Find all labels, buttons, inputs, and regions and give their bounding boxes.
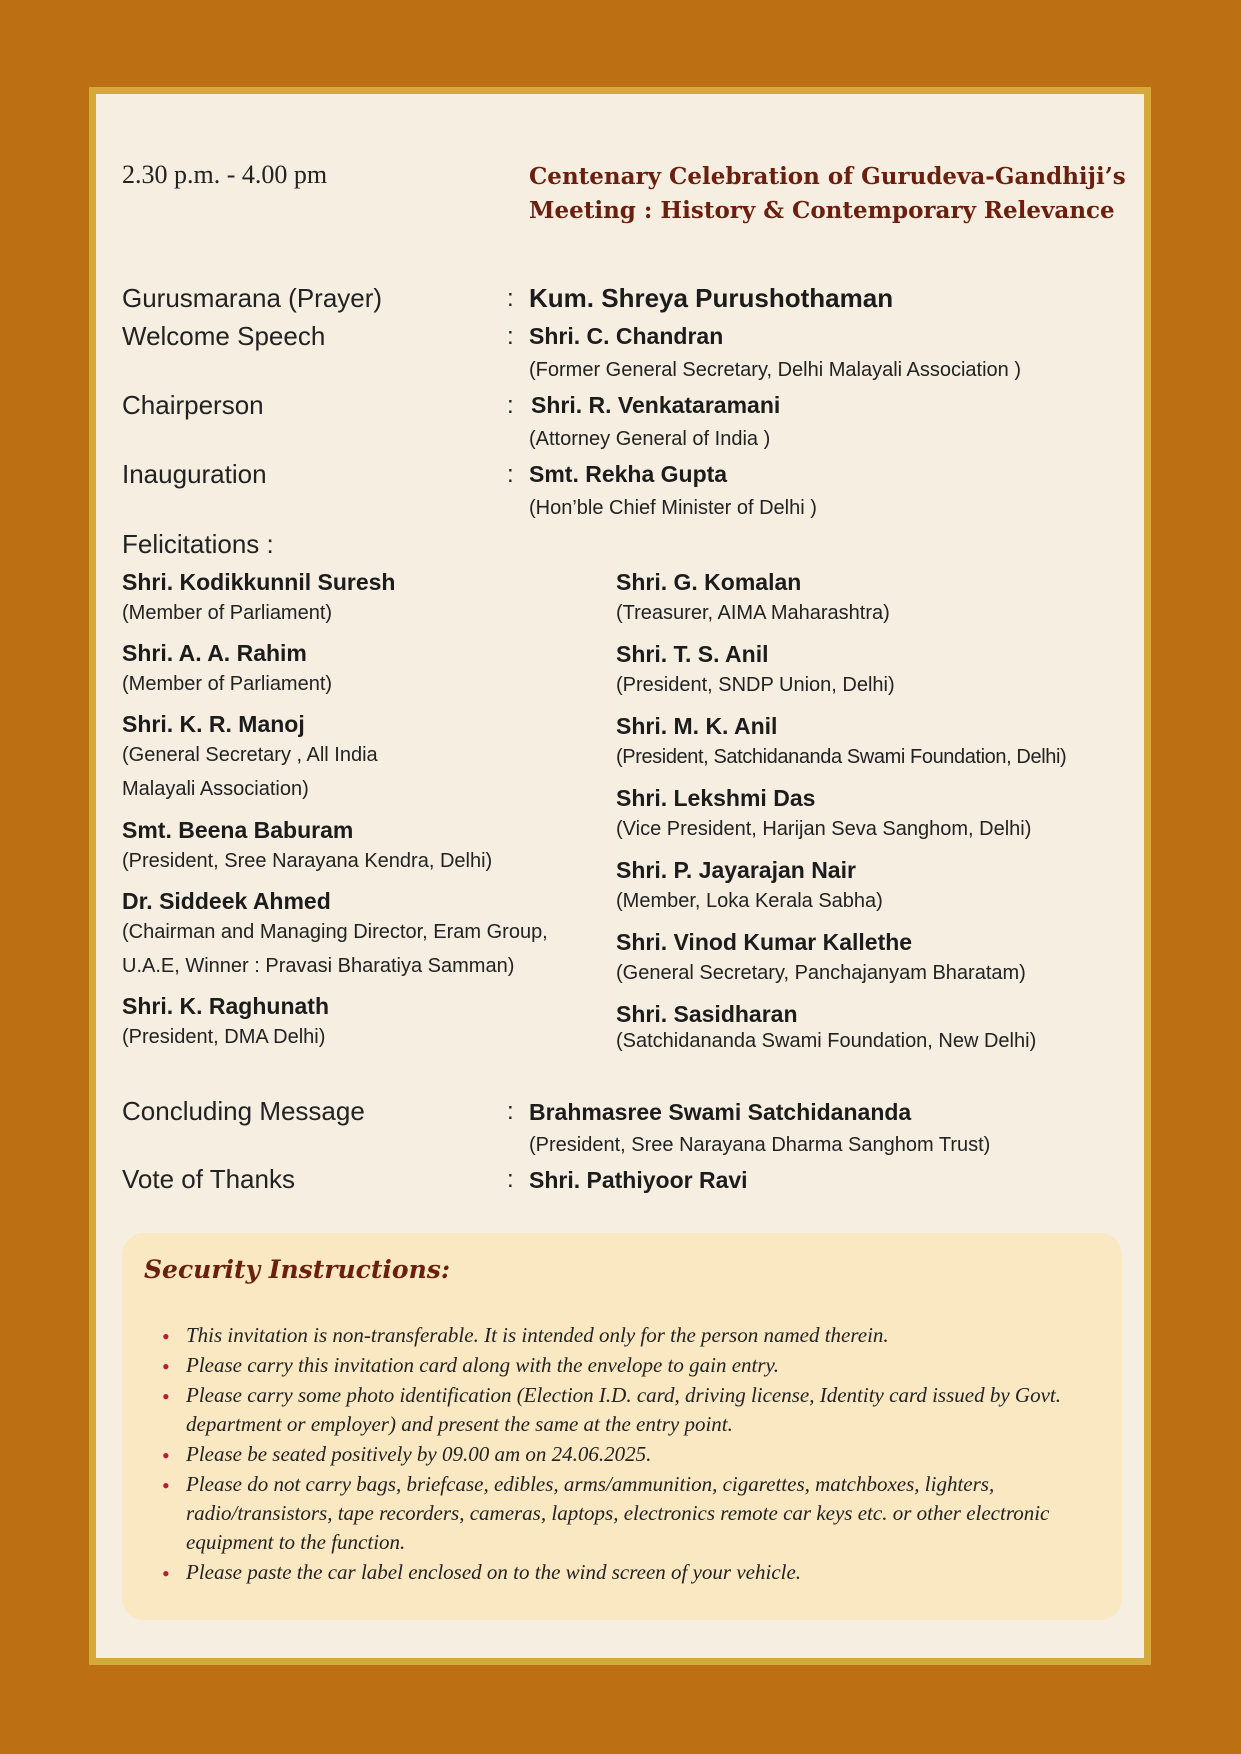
security-item xyxy=(162,1440,1092,1469)
felicitation-name: Shri. Lekshmi Das xyxy=(616,785,816,811)
security-item xyxy=(162,1321,1092,1350)
closing-role: Vote of Thanks xyxy=(122,1164,295,1194)
felicitation-desc: (Chairman and Managing Director, Eram Group, xyxy=(122,921,548,943)
security-instructions-panel xyxy=(122,1233,1122,1620)
felicitation-name: Shri. P. Jayarajan Nair xyxy=(616,857,856,883)
felicitation-name: Dr. Siddeek Ahmed xyxy=(122,888,331,914)
felicitation-name: Shri. Vinod Kumar Kallethe xyxy=(616,929,913,955)
felicitation-entry xyxy=(122,711,612,817)
felicitation-desc: (Member of Parliament) xyxy=(122,602,333,624)
felicitation-entry xyxy=(616,785,1136,857)
felicitation-desc: (President, SNDP Union, Delhi) xyxy=(616,674,895,696)
felicitation-entry xyxy=(616,929,1136,1001)
bullet-icon: • xyxy=(162,1384,170,1409)
security-item xyxy=(162,1351,1092,1380)
felicitation-name: Shri. Kodikkunnil Suresh xyxy=(122,569,396,595)
felicitation-entry xyxy=(616,857,1136,929)
bullet-icon: • xyxy=(162,1561,170,1586)
felicitation-entry xyxy=(122,569,612,640)
bullet-icon: • xyxy=(162,1473,170,1498)
felicitation-entry xyxy=(122,817,612,888)
security-item xyxy=(162,1558,1092,1587)
closing-name: Brahmasree Swami Satchidananda xyxy=(529,1099,912,1125)
felicitation-name: Shri. M. K. Anil xyxy=(616,713,778,739)
felicitation-name: Smt. Beena Baburam xyxy=(122,817,354,843)
program-name: Smt. Rekha Gupta xyxy=(529,461,728,487)
closing-colon: : xyxy=(507,1166,514,1193)
program-desc: (Hon’ble Chief Minister of Delhi ) xyxy=(529,497,817,519)
felicitation-desc: (President, Satchidananda Swami Foundation, Delhi) xyxy=(616,746,1067,768)
felicitations-heading: Felicitations : xyxy=(122,529,274,559)
felicitation-entry xyxy=(122,888,612,993)
program-desc: (Attorney General of India ) xyxy=(529,428,771,450)
felicitation-name: Shri. A. A. Rahim xyxy=(122,640,307,666)
felicitation-desc: (Member, Loka Kerala Sabha) xyxy=(616,890,883,912)
security-item-text: This invitation is non-transferable. It is intended only for the person named therein. xyxy=(186,1323,889,1347)
bullet-icon: • xyxy=(162,1324,170,1349)
felicitation-desc: (Member of Parliament) xyxy=(122,673,333,695)
program-desc: (Former General Secretary, Delhi Malayali Association ) xyxy=(529,359,1022,381)
program-colon: : xyxy=(507,285,514,312)
closing-desc: (President, Sree Narayana Dharma Sanghom Trust) xyxy=(529,1134,991,1156)
felicitation-entry xyxy=(616,713,1136,785)
security-item xyxy=(162,1381,1092,1439)
felicitation-name: Shri. K. Raghunath xyxy=(122,993,329,1019)
felicitation-desc: U.A.E, Winner : Pravasi Bharatiya Samman) xyxy=(122,955,515,977)
felicitation-desc: (Satchidananda Swami Foundation, New Delhi) xyxy=(616,1030,1037,1052)
program-name: Shri. R. Venkataramani xyxy=(531,392,781,418)
security-list xyxy=(162,1321,1092,1588)
felicitation-entry xyxy=(122,993,612,1064)
felicitation-entry xyxy=(616,569,1136,641)
security-item-text: Please be seated positively by 09.00 am on 24.06.2025. xyxy=(186,1442,652,1466)
security-item xyxy=(162,1470,1092,1557)
felicitations-right-column xyxy=(616,569,1136,1073)
felicitation-name: Shri. T. S. Anil xyxy=(616,641,769,667)
felicitation-entry xyxy=(616,1001,1136,1073)
bullet-icon: • xyxy=(162,1354,170,1379)
session-title: Centenary Celebration of Gurudeva-Gandhiji’s Meeting : History & Contemporary Relevance xyxy=(529,163,1126,224)
felicitation-name: Shri. G. Komalan xyxy=(616,569,802,595)
security-item-text: Please carry this invitation card along with the envelope to gain entry. xyxy=(186,1353,779,1377)
session-time: 2.30 p.m. - 4.00 pm xyxy=(122,160,328,189)
felicitation-name: Shri. Sasidharan xyxy=(616,1001,798,1027)
felicitation-desc: (General Secretary , All India xyxy=(122,744,378,766)
security-title: Security Instructions: xyxy=(144,1255,451,1284)
felicitation-desc: (President, Sree Narayana Kendra, Delhi) xyxy=(122,850,493,872)
felicitation-desc: Malayali Association) xyxy=(122,778,309,800)
program-role: Gurusmarana (Prayer) xyxy=(122,283,383,313)
program-colon: : xyxy=(507,323,514,350)
security-item-text: Please carry some photo identification (Election I.D. card, driving license, Identity card issued by Govt. department or employer) and present the same at the entry point. xyxy=(186,1383,1061,1436)
felicitation-desc: (Vice President, Harijan Seva Sanghom, Delhi) xyxy=(616,818,1032,840)
felicitation-desc: (Treasurer, AIMA Maharashtra) xyxy=(616,602,890,624)
closing-colon: : xyxy=(507,1098,514,1125)
bullet-icon: • xyxy=(162,1443,170,1468)
program-role: Inauguration xyxy=(122,459,267,489)
felicitation-entry xyxy=(616,641,1136,713)
closing-name: Shri. Pathiyoor Ravi xyxy=(529,1167,748,1193)
felicitation-desc: (General Secretary, Panchajanyam Bharatam) xyxy=(616,962,1026,984)
security-item-text: Please paste the car label enclosed on to the wind screen of your vehicle. xyxy=(186,1560,802,1584)
program-name: Kum. Shreya Purushothaman xyxy=(529,283,894,313)
program-role: Welcome Speech xyxy=(122,321,326,351)
felicitation-entry xyxy=(122,640,612,711)
program-name: Shri. C. Chandran xyxy=(529,323,724,349)
program-colon: : xyxy=(507,392,514,419)
program-colon: : xyxy=(507,461,514,488)
program-role: Chairperson xyxy=(122,390,264,420)
felicitations-left-column xyxy=(122,569,612,1064)
closing-role: Concluding Message xyxy=(122,1096,365,1126)
felicitation-name: Shri. K. R. Manoj xyxy=(122,711,305,737)
security-item-text: Please do not carry bags, briefcase, edibles, arms/ammunition, cigarettes, matchboxes, lighters, radio/transistors, tape recorders, cameras, laptops, electronics remote car keys etc. or other electronic equipment to the function. xyxy=(186,1472,1050,1554)
felicitation-desc: (President, DMA Delhi) xyxy=(122,1026,326,1048)
